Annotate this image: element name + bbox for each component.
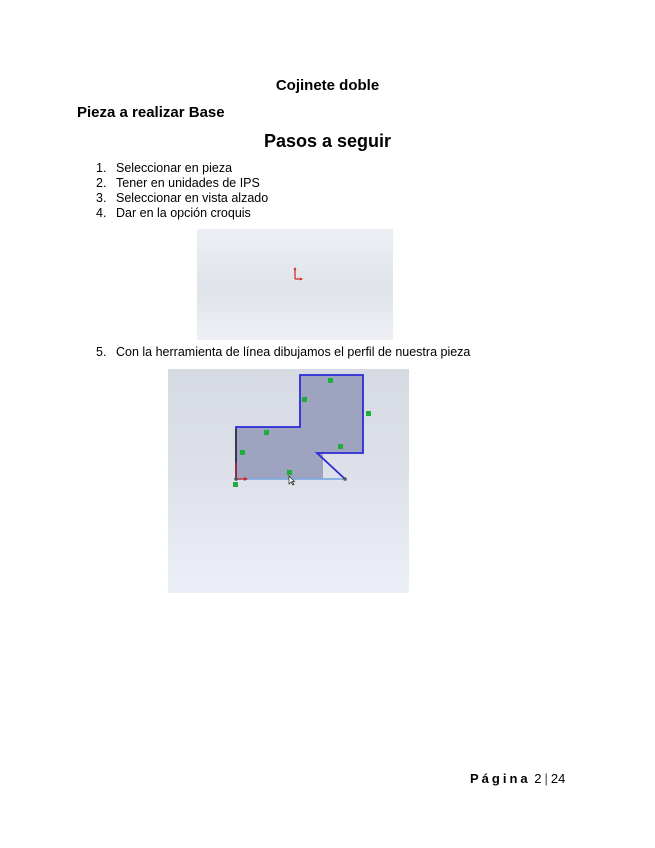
step-number: 4. <box>96 206 107 220</box>
origin-icon <box>197 229 393 340</box>
section-heading: Pasos a seguir <box>263 131 392 151</box>
list-item <box>96 345 470 359</box>
page-separator: | <box>544 771 548 786</box>
sketch-profile <box>168 369 409 593</box>
steps-list <box>96 161 268 221</box>
total-pages: 24 <box>550 771 566 786</box>
list-item <box>96 176 268 191</box>
step-text: Seleccionar en vista alzado <box>116 191 269 205</box>
document-title: Cojinete doble <box>275 77 380 94</box>
document-subtitle: Pieza a realizar Base <box>77 104 225 121</box>
step-text: Dar en la opción croquis <box>116 206 251 220</box>
step-number: 3. <box>96 191 107 205</box>
step-number: 5. <box>96 345 107 359</box>
sketch-profile-screenshot <box>168 369 409 593</box>
list-item <box>96 161 268 176</box>
page-footer <box>470 771 565 786</box>
sketch-plane-screenshot <box>197 229 393 340</box>
page-label: Página <box>470 771 531 786</box>
step-text: Con la herramienta de línea dibujamos el perfil de nuestra pieza <box>116 345 471 359</box>
list-item <box>96 206 268 221</box>
step-number: 1. <box>96 161 107 175</box>
step-text: Seleccionar en pieza <box>116 161 233 175</box>
step-text: Tener en unidades de IPS <box>116 176 260 190</box>
step-number: 2. <box>96 176 107 190</box>
page-number: 2 <box>534 771 542 786</box>
list-item <box>96 191 268 206</box>
